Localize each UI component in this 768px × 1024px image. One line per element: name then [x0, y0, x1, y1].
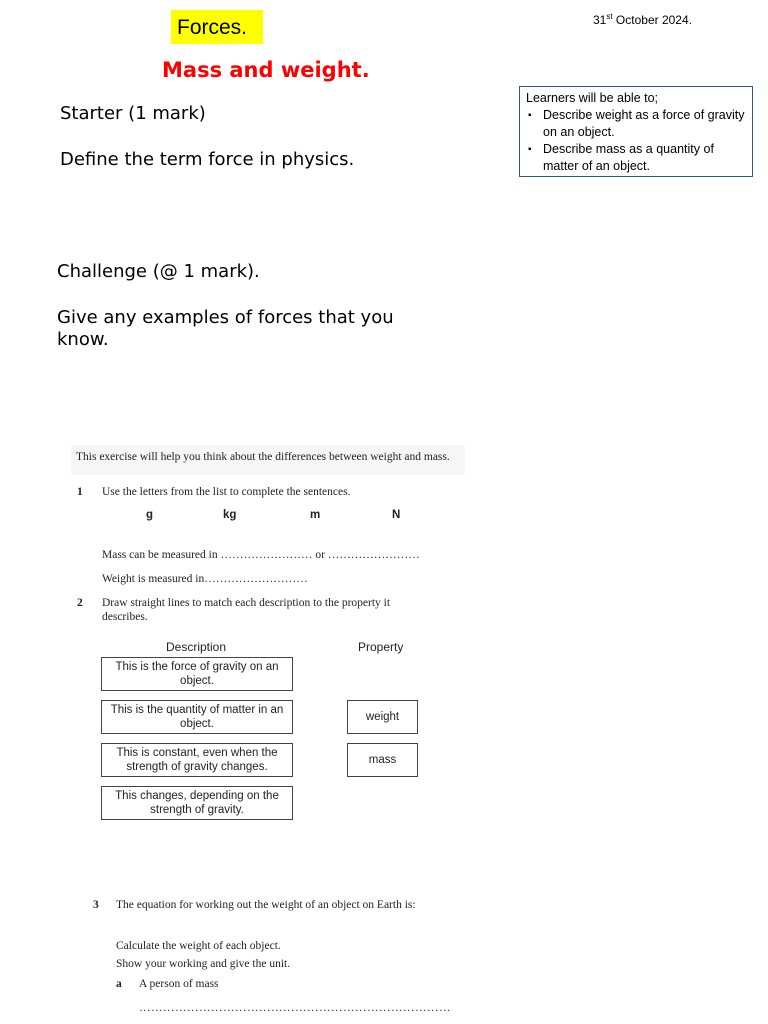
letter-option: g — [146, 509, 154, 521]
challenge-question: Give any examples of forces that you know. — [57, 307, 394, 350]
letter-option: kg — [223, 509, 237, 521]
mass-sentence: Mass can be measured in …………………… or …………………… — [102, 549, 420, 561]
question-3-number: 3 — [93, 899, 99, 911]
question-3-text: The equation for working out the weight of an object on Earth is: — [116, 899, 416, 911]
worksheet-intro: This exercise will help you think about the differences between weight and mass. — [76, 451, 450, 463]
description-header: Description — [166, 640, 227, 654]
starter-question: Define the term force in physics. — [60, 149, 355, 170]
bullet-icon: ▪ — [528, 144, 532, 155]
learning-objectives-box — [519, 86, 753, 177]
answer-line: …………………………………………………………………… — [139, 1002, 451, 1014]
date-rest: October 2024. — [612, 13, 692, 27]
weight-sentence: Weight is measured in……………………… — [102, 573, 308, 585]
question-3-instruction: Show your working and give the unit. — [116, 958, 291, 970]
objective-text: Describe weight as a force of gravity on an object. — [543, 108, 745, 139]
property-box-mass: mass — [347, 743, 418, 777]
date-day: 31 — [593, 13, 607, 27]
bullet-icon: ▪ — [528, 110, 532, 121]
objectives-heading: Learners will be able to; — [526, 91, 659, 105]
starter-heading: Starter (1 mark) — [60, 103, 206, 124]
letter-option: m — [310, 509, 321, 521]
property-box-weight: weight — [347, 700, 418, 734]
lesson-date — [593, 12, 692, 27]
description-box: This is the force of gravity on an object. — [101, 657, 293, 691]
question-2-text: Draw straight lines to match each description to the property it describes. — [102, 597, 391, 623]
challenge-heading: Challenge (@ 1 mark). — [57, 261, 260, 282]
question-3a-label: a — [116, 978, 122, 990]
question-2-number: 2 — [77, 597, 83, 609]
date-suffix: st — [606, 12, 613, 21]
page-title: Forces. — [177, 16, 248, 39]
objective-item — [526, 107, 746, 141]
question-3-instruction: Calculate the weight of each object. — [116, 940, 281, 952]
question-1-number: 1 — [77, 486, 83, 498]
property-header: Property — [358, 640, 404, 654]
letter-option: N — [392, 509, 401, 521]
objectives-list — [526, 107, 746, 175]
description-box: This is the quantity of matter in an object. — [101, 700, 293, 734]
description-box: This changes, depending on the strength of gravity. — [101, 786, 293, 820]
objective-text: Describe mass as a quantity of matter of an object. — [543, 142, 714, 173]
lesson-subtitle: Mass and weight. — [162, 58, 370, 82]
objective-item — [526, 141, 746, 175]
question-3a-text: A person of mass — [139, 978, 219, 990]
question-1-text: Use the letters from the list to complete the sentences. — [102, 486, 351, 498]
description-box: This is constant, even when the strength of gravity changes. — [101, 743, 293, 777]
